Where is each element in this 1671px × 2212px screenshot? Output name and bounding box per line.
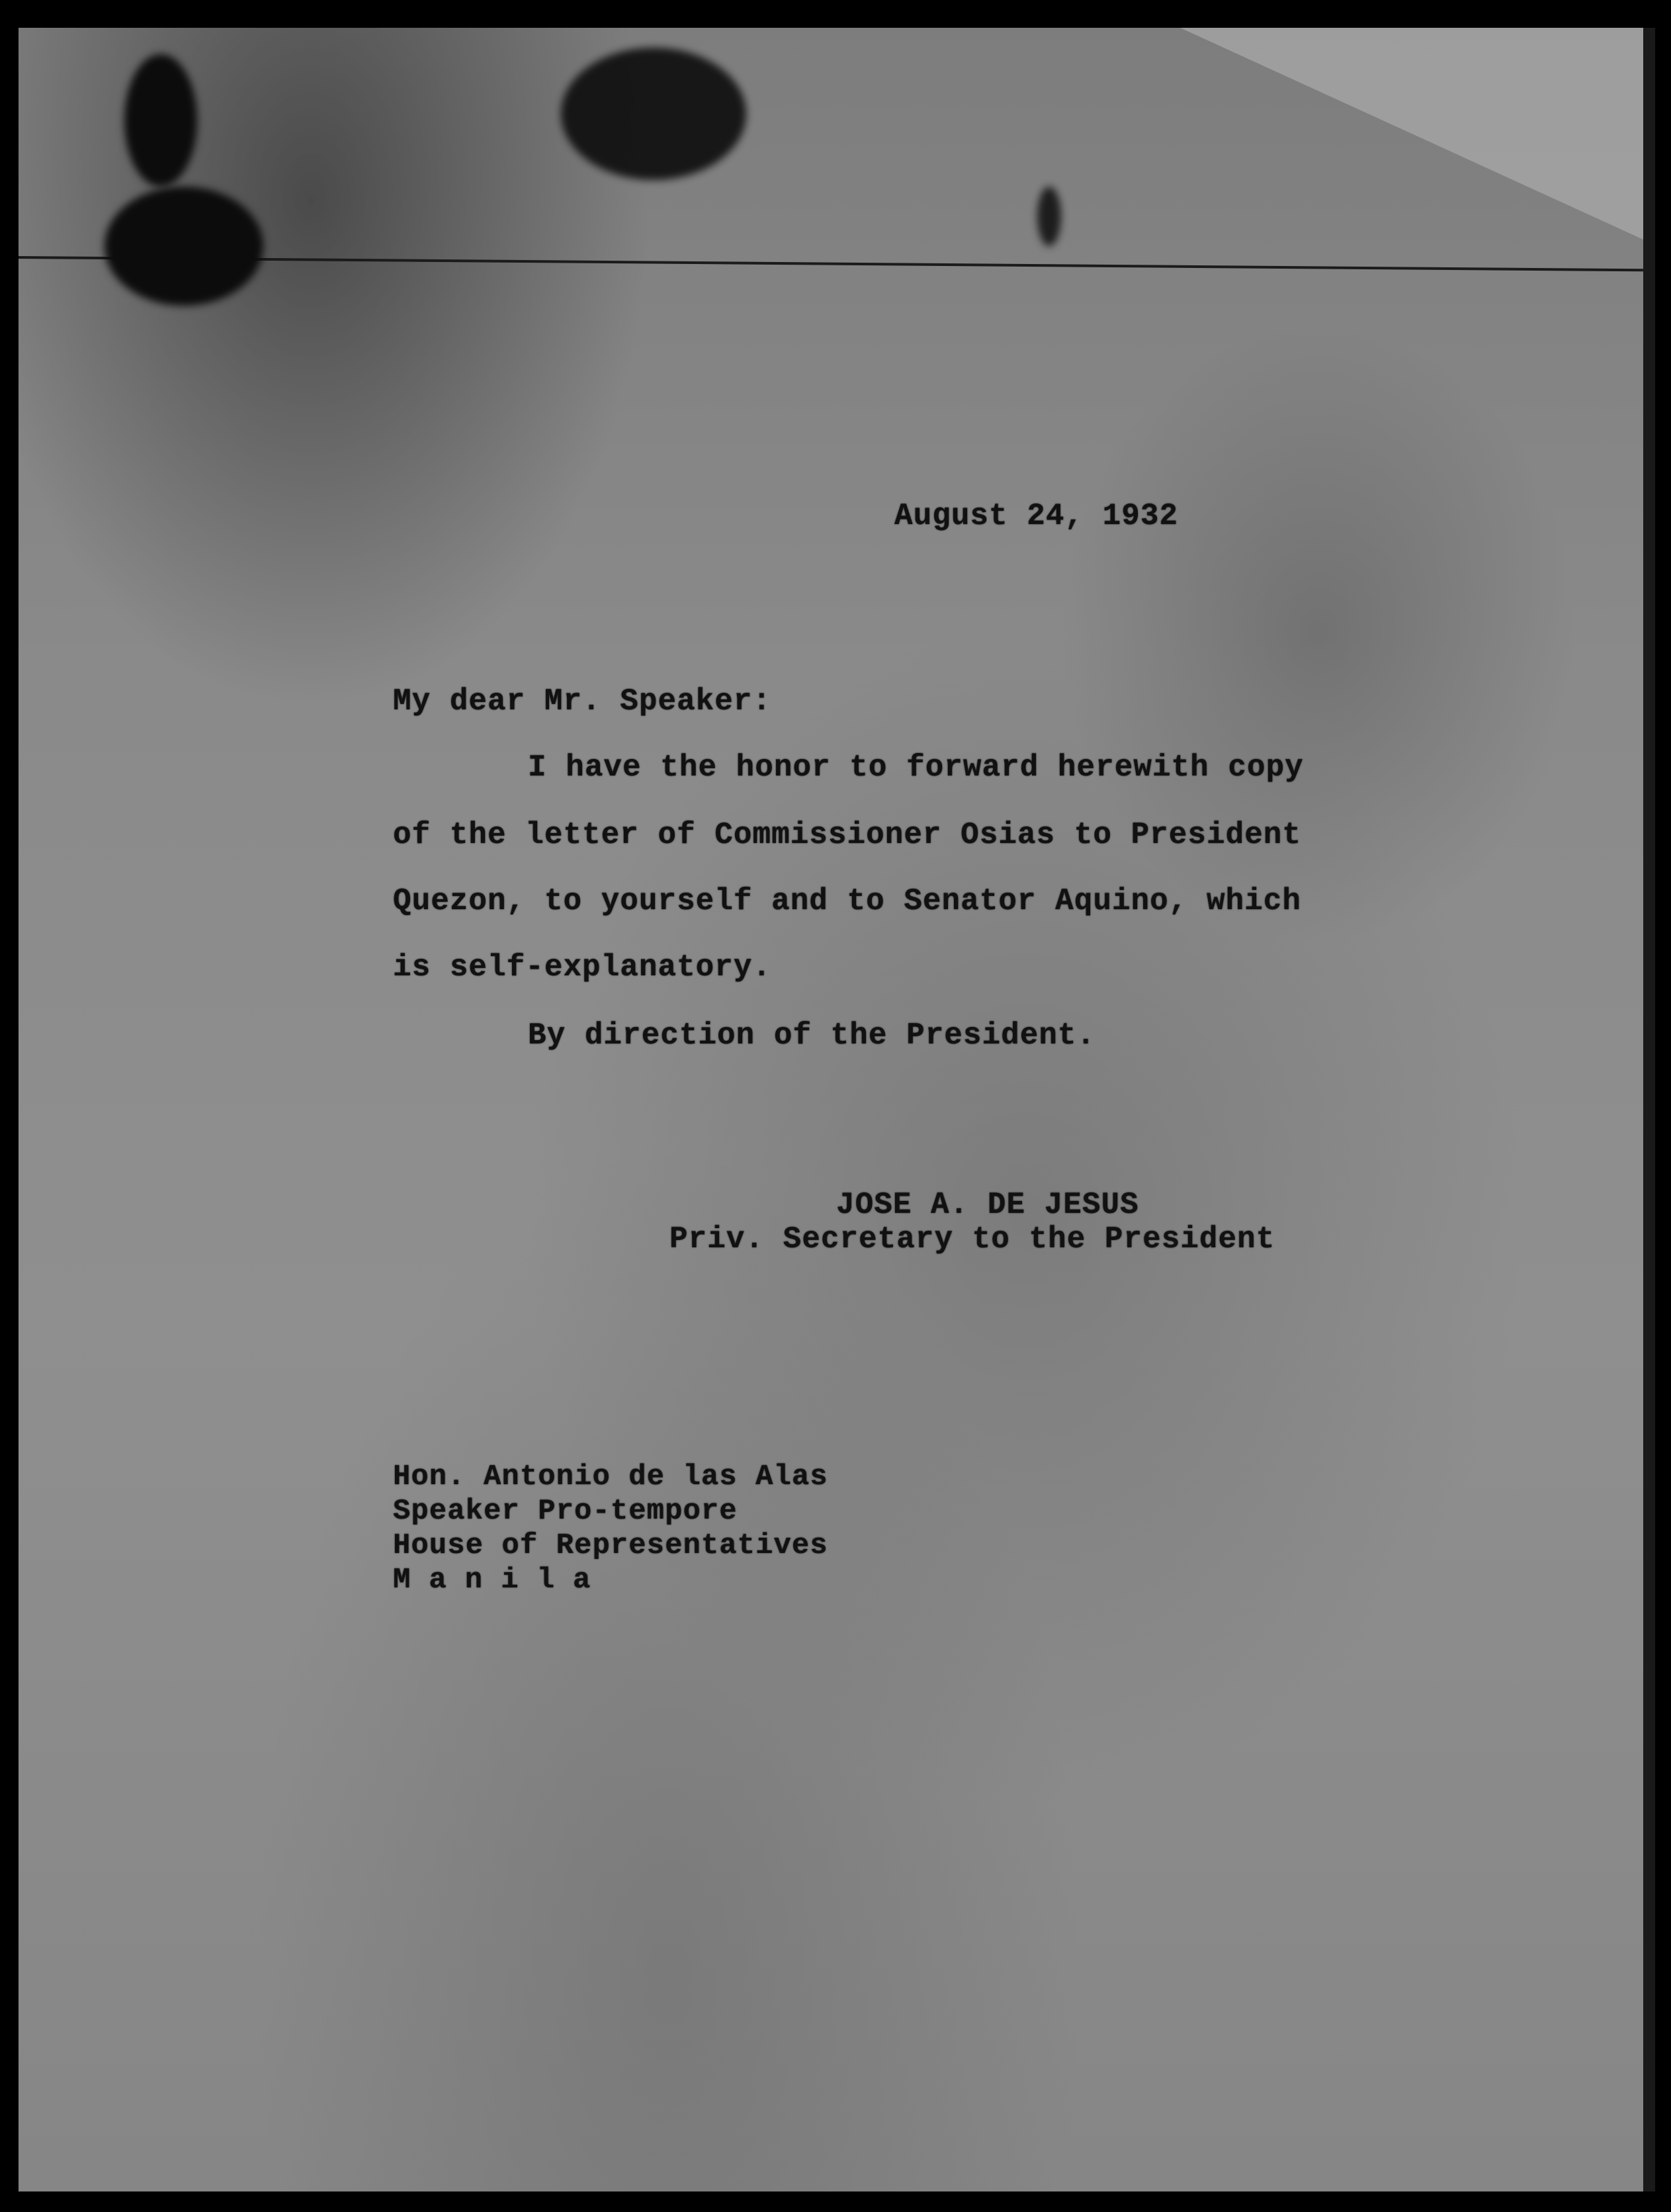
ink-stain [124,54,197,187]
addressee-city: Manila [393,1564,609,1597]
addressee-office: House of Representatives [393,1529,828,1562]
body-line: of the letter of Commissioner Osias to President [393,818,1302,852]
ink-stain [1037,187,1061,246]
body-line: is self-explanatory. [393,950,772,985]
salutation: My dear Mr. Speaker: [393,684,772,719]
letter-date: August 24, 1932 [894,499,1179,533]
folded-corner [1180,28,1643,240]
signatory-name: JOSE A. DE JESUS [836,1188,1139,1222]
closing-line: By direction of the President. [528,1018,1096,1053]
body-line: I have the honor to forward herewith copy [528,750,1304,785]
fold-crease [19,256,1643,271]
ink-stain [105,187,263,306]
ink-stain [561,48,746,180]
body-line: Quezon, to yourself and to Senator Aquino, which [393,884,1302,918]
addressee-position: Speaker Pro-tempore [393,1495,738,1528]
letter-page [19,28,1655,2191]
signatory-title: Priv. Secretary to the President [669,1222,1275,1257]
addressee-name: Hon. Antonio de las Alas [393,1460,828,1493]
